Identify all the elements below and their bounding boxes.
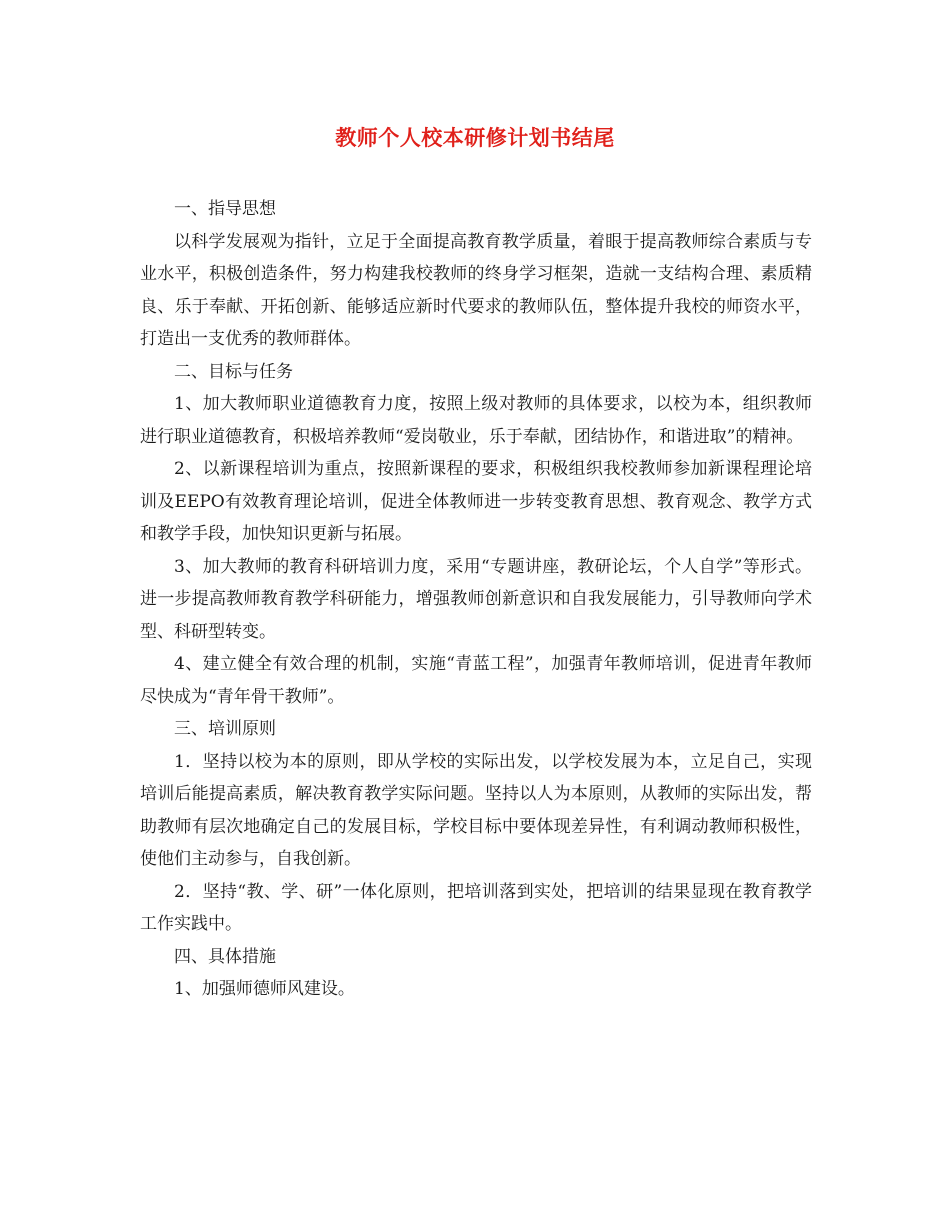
paragraph-principle-2: 2．坚持“教、学、研”一体化原则，把培训落到实处，把培训的结果显现在教育教学工作实践中。: [140, 881, 812, 934]
paragraph-guiding-ideology: 以科学发展观为指针，立足于全面提高教育教学质量，着眼于提高教师综合素质与专业水平，积极创造条件，努力构建我校教师的终身学习框架，造就一支结构合理、素质精良、乐于奉献、开拓创新、能够适应新时代要求的教师队伍，整体提升我校的师资水平，打造出一支优秀的教师群体。: [140, 231, 812, 349]
section-heading-training-principles: 三、培训原则: [174, 719, 276, 739]
paragraph-goal-1: 1、加大教师职业道德教育力度，按照上级对教师的具体要求，以校为本，组织教师进行职业道德教育，积极培养教师“爱岗敬业，乐于奉献，团结协作，和谐进取”的精神。: [140, 394, 812, 447]
document-title: 教师个人校本研修计划书结尾: [335, 125, 615, 150]
section-heading-guiding-ideology: 一、指导思想: [174, 199, 276, 219]
paragraph-goal-4: 4、建立健全有效合理的机制，实施“青蓝工程”，加强青年教师培训，促进青年教师尽快成为“青年骨干教师”。: [140, 654, 812, 707]
document-body: [140, 193, 812, 1006]
section-heading-goals-tasks: 二、目标与任务: [174, 361, 293, 382]
paragraph-principle-1: 1．坚持以校为本的原则，即从学校的实际出发，以学校发展为本，立足自己，实现培训后能提高素质，解决教育教学实际问题。坚持以人为本原则，从教师的实际出发，帮助教师有层次地确定自己的发展目标，学校目标中要体现差异性，有利调动教师积极性，使他们主动参与，自我创新。: [140, 751, 812, 869]
paragraph-goal-3: 3、加大教师的教育科研培训力度，采用“专题讲座，教研论坛，个人自学”等形式。进一步提高教师教育教学科研能力，增强教师创新意识和自我发展能力，引导教师向学术型、科研型转变。: [140, 556, 812, 642]
section-heading-specific-measures: 四、具体措施: [174, 946, 276, 967]
paragraph-goal-2: 2、以新课程培训为重点，按照新课程的要求，积极组织我校教师参加新课程理论培训及EEPO有效教育理论培训，促进全体教师进一步转变教育思想、教育观念、教学方式和教学手段，加快知识更新与拓展。: [140, 459, 812, 544]
paragraph-measure-1: 1、加强师德师风建设。: [174, 979, 355, 999]
